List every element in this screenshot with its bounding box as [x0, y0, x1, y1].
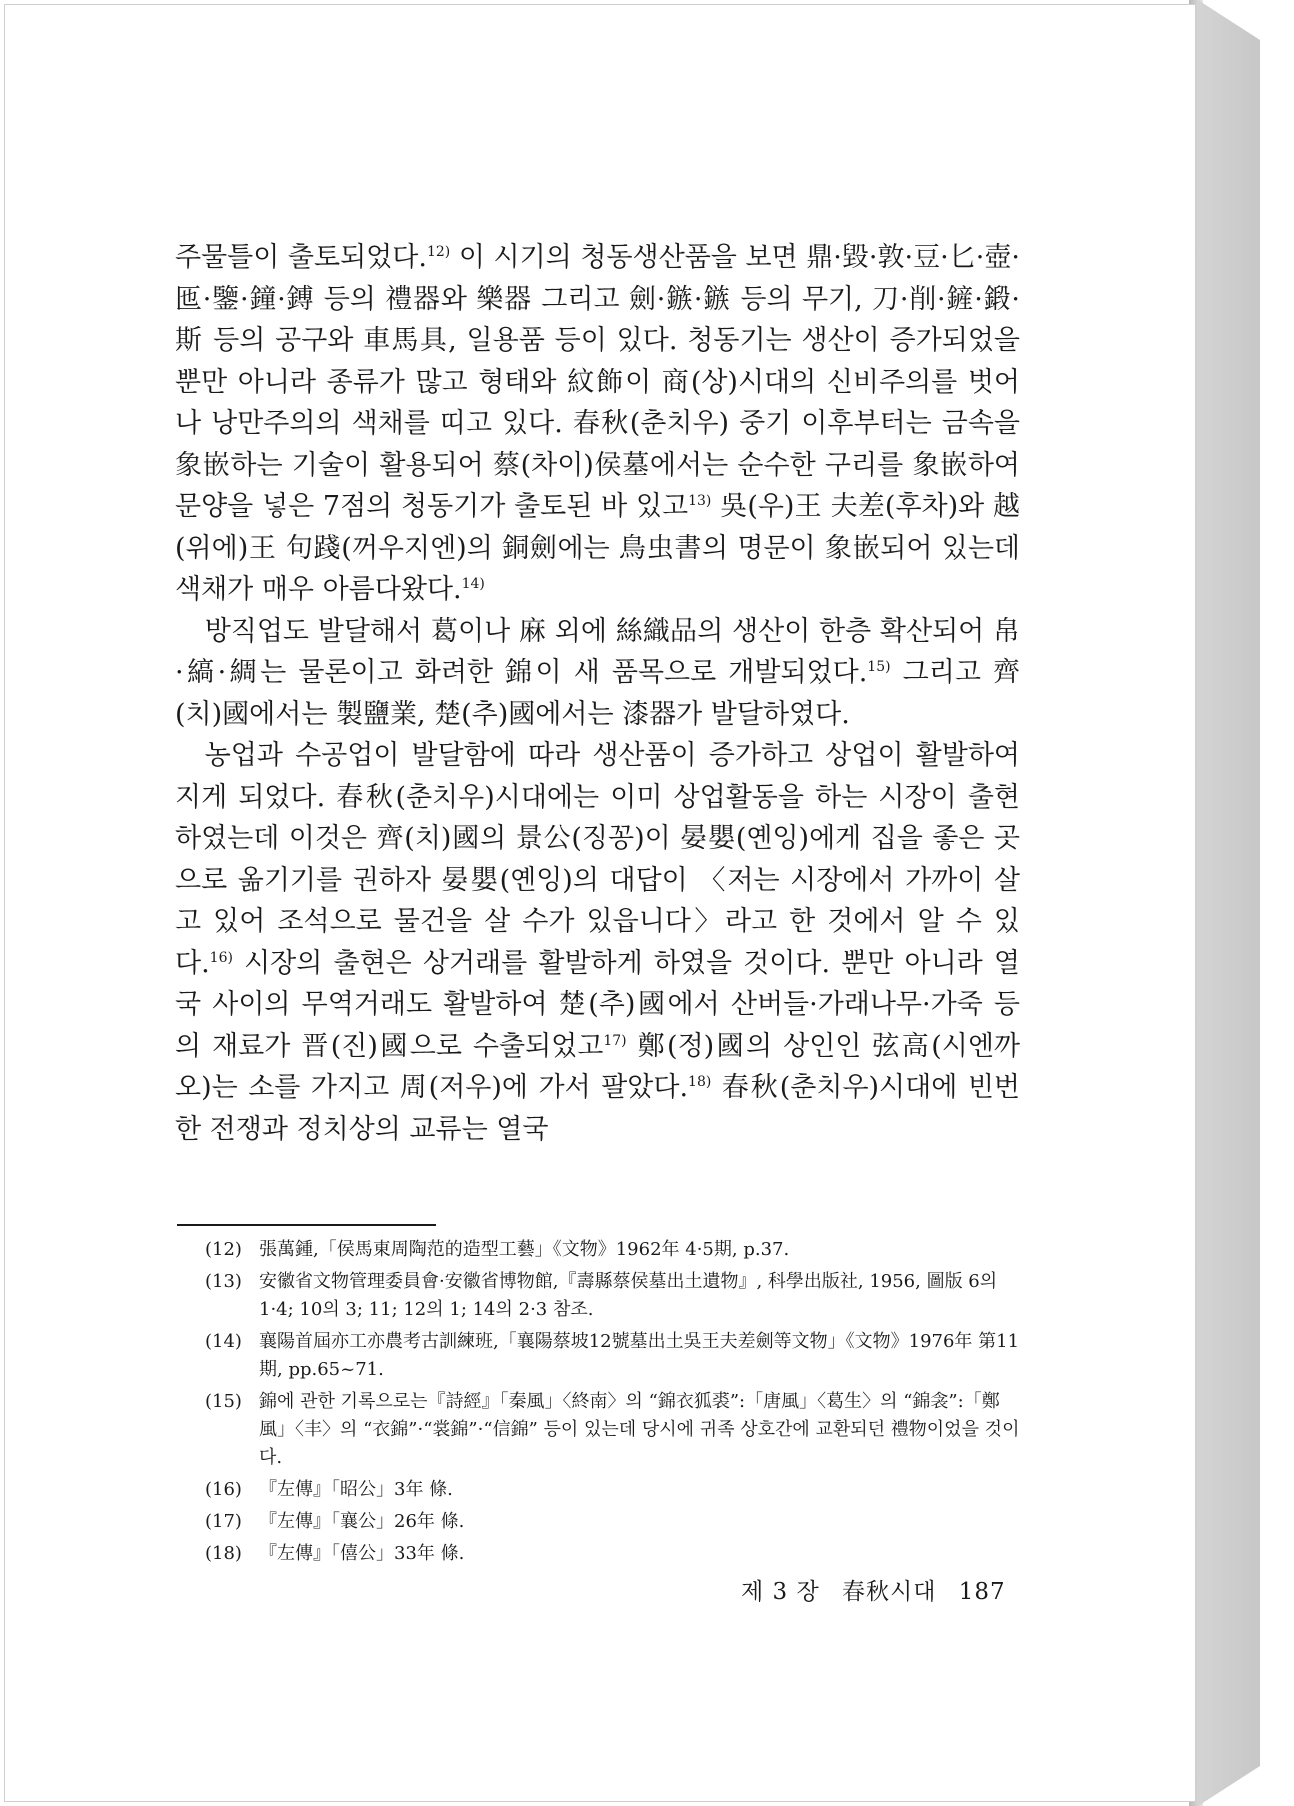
- footnote-text: 『左傳』「昭公」3年 條.: [259, 1479, 453, 1500]
- footnote-number: (14): [205, 1331, 242, 1352]
- footnote: [205, 1328, 1025, 1384]
- paragraph-text: 春秋(춘치우)시대에 빈번한 전쟁과 정치상의 교류는 열국: [175, 1072, 1021, 1145]
- footnote-text: 安徽省文物管理委員會·安徽省博物館,『壽縣蔡侯墓出土遺物』, 科學出版社, 1956, 圖版 6의 1·4; 10의 3; 11; 12의 1; 14의 2·3 참조.: [259, 1271, 998, 1320]
- paragraph-text: 농업과 수공업이 발달함에 따라 생산품이 증가하고 상업이 활발하여지게 되었다. 春秋(춘치우)시대에는 이미 상업활동을 하는 시장이 출현하였는데 이것은 齊(치)國의 景公(징꽁)이 晏嬰(옌잉)에게 집을 좋은 곳으로 옮기기를 권하자 晏嬰(옌잉)의 대답이 〈저는 시장에서 가까이 살고 있어 조석으로 물건을 살 수가 있읍니다〉라고 한 것에서 알 수 있다.: [175, 740, 1020, 979]
- footnote-ref: 17): [603, 1032, 627, 1049]
- footnote: [205, 1236, 1025, 1264]
- footnote-ref: 12): [426, 244, 451, 260]
- footnote-ref: 14): [461, 576, 485, 592]
- paragraph: [175, 237, 1020, 611]
- footnote-number: (16): [205, 1479, 242, 1500]
- paragraph: [175, 611, 1020, 736]
- footnote-text: 『左傳』「襄公」26年 條.: [259, 1511, 465, 1532]
- footnote-ref: 15): [867, 659, 891, 675]
- footnote: [205, 1388, 1025, 1472]
- paragraph-text: 그리고 齊(치)國에서는 製鹽業, 楚(추)國에서는 漆器가 발달하였다.: [175, 657, 1020, 730]
- footnote-text: 『左傳』「僖公」33年 條.: [259, 1543, 465, 1564]
- paragraph-text: 방직업도 발달해서 葛이나 麻 외에 絲織品의 생산이 한층 확산되어 帛·縞·綢는 물론이고 화려한 錦이 새 품목으로 개발되었다.: [175, 615, 1020, 688]
- footnote: [205, 1508, 1025, 1536]
- footnote-number: (15): [205, 1391, 242, 1412]
- footnote: [205, 1540, 1025, 1568]
- footnote-text: 錦에 관한 기록으로는『詩經』「秦風」〈終南〉의 “錦衣狐裘”:「唐風」〈葛生〉의 “錦衾”:「鄭風」〈丰〉의 “衣錦”·“裳錦”·“信錦” 등이 있는데 당시에 귀족 상호간에 교환되던 禮物이었을 것이다.: [259, 1391, 1020, 1468]
- footnote-text: 襄陽首屆亦工亦農考古訓練班,「襄陽蔡坡12號墓出土吳王夫差劍等文物」《文物》1976年 第11期, pp.65~71.: [259, 1331, 1020, 1380]
- running-footer: [741, 1573, 1020, 1606]
- paragraph-text: 鄭(정)國의 상인인 弦高(시엔까오)는 소를 가지고 周(저우)에 가서 팔았다.: [175, 1030, 1020, 1103]
- paragraph: [175, 735, 1020, 1150]
- footnote-ref: 18): [688, 1074, 712, 1090]
- paragraph-text: 시장의 출현은 상거래를 활발하게 하였을 것이다. 뿐만 아니라 열국 사이의 무역거래도 활발하여 楚(추)國에서 산버들·가래나무·가죽 등의 재료가 晋(진)國으로 수출되었고: [175, 947, 1020, 1062]
- footnote-ref: 16): [209, 949, 233, 966]
- footnotes: [205, 1236, 1025, 1572]
- footnote-number: (17): [205, 1511, 242, 1532]
- body-text: [175, 237, 1020, 1150]
- paragraph-text: 이 시기의 청동생산품을 보면 鼎·毀·敦·豆·匕·壺·匜·鑒·鐘·鎛 등의 禮器와 樂器 그리고 劍·鏃·鏃 등의 무기, 刀·削·鏟·鍛·斯 등의 공구와 車馬具, 일용품 등이 있다. 청동기는 생산이 증가되었을 뿐만 아니라 종류가 많고 형태와 紋飾이 商(상)시대의 신비주의를 벗어나 낭만주의의 색채를 띠고 있다. 春秋(춘치우) 중기 이후부터는 금속을 象嵌하는 기술이 활용되어 蔡(차이)侯墓에서는 순수한 구리를 象嵌하여 문양을 넣은 7점의 청동기가 출토된 바 있고: [175, 242, 1020, 522]
- footnote: [205, 1476, 1025, 1504]
- footer-chapter: 제 3 장: [741, 1579, 820, 1605]
- page-number: 187: [958, 1579, 1006, 1605]
- paragraph-text: 주물틀이 출토되었다.: [175, 242, 427, 273]
- book-page: [4, 4, 1196, 1802]
- footnote-number: (12): [205, 1239, 242, 1260]
- footer-title: 春秋시대: [842, 1579, 937, 1605]
- footnote-ref: 13): [688, 493, 712, 509]
- footnote: [205, 1268, 1025, 1324]
- footnote-text: 張萬鍾,「侯馬東周陶范的造型工藝」《文物》1962年 4·5期, p.37.: [259, 1239, 790, 1260]
- footnote-separator: [177, 1224, 436, 1226]
- book-page-edge: [1198, 0, 1260, 1806]
- paragraph-text: 吳(우)王 夫差(후차)와 越(위에)王 句踐(꺼우지엔)의 銅劍에는 鳥虫書의 명문이 象嵌되어 있는데 색채가 매우 아름다왔다.: [175, 491, 1020, 605]
- footnote-number: (18): [205, 1543, 242, 1564]
- footnote-number: (13): [205, 1271, 242, 1292]
